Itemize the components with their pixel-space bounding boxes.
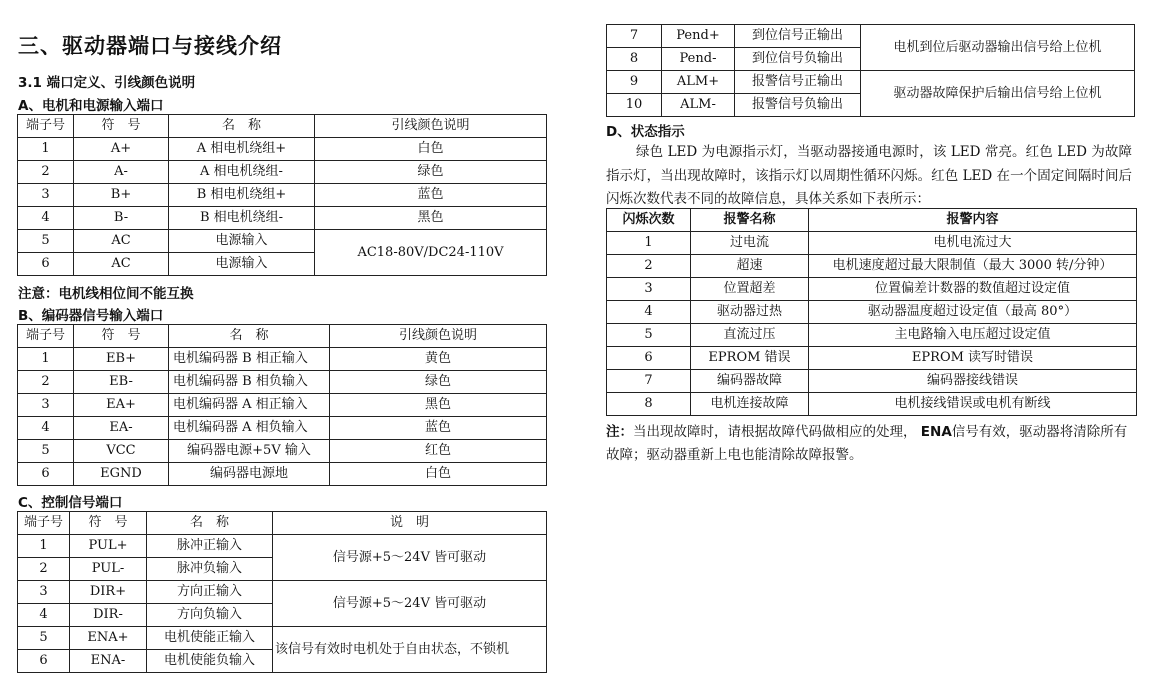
table-row xyxy=(18,348,547,371)
cell: 2 xyxy=(18,371,74,394)
table-header: 报警内容 xyxy=(809,209,1137,232)
cell: A 相电机绕组- xyxy=(169,161,315,184)
cell: EB- xyxy=(74,371,169,394)
cell: 3 xyxy=(18,581,70,604)
cell: 8 xyxy=(607,48,662,71)
page-title: 三、驱动器端口与接线介绍 xyxy=(18,34,282,58)
cell: EPROM 错误 xyxy=(691,347,809,370)
table-header: 引线颜色说明 xyxy=(315,115,547,138)
cell: 白色 xyxy=(330,463,547,486)
cell: 5 xyxy=(18,440,74,463)
cell: 1 xyxy=(18,348,74,371)
cell: 4 xyxy=(18,417,74,440)
cell: 电机使能负输入 xyxy=(147,650,273,673)
cell: 6 xyxy=(18,650,70,673)
dir-description: 信号源+5～24V 皆可驱动 xyxy=(273,581,547,627)
cell: 电机编码器 A 相负输入 xyxy=(169,417,330,440)
power-spec-cell: AC18-80V/DC24-110V xyxy=(315,230,547,276)
control-signal-table-continued xyxy=(606,24,1135,117)
table-row xyxy=(18,535,547,558)
cell: 蓝色 xyxy=(330,417,547,440)
table-header: 符 号 xyxy=(70,512,147,535)
cell: 4 xyxy=(18,604,70,627)
table-row xyxy=(18,463,547,486)
cell: 编码器电源地 xyxy=(169,463,330,486)
cell: VCC xyxy=(74,440,169,463)
cell: 脉冲正输入 xyxy=(147,535,273,558)
cell: 报警信号负输出 xyxy=(735,94,861,117)
alm-description: 驱动器故障保护后输出信号给上位机 xyxy=(861,71,1135,117)
cell: EB+ xyxy=(74,348,169,371)
section-d-title: D、状态指示 xyxy=(606,124,685,140)
note-ena: ENA xyxy=(920,424,952,440)
cell: 到位信号正输出 xyxy=(735,25,861,48)
table-row xyxy=(18,581,547,604)
cell: A- xyxy=(74,161,169,184)
table-row xyxy=(18,394,547,417)
cell: 3 xyxy=(18,394,74,417)
pul-description: 信号源+5～24V 皆可驱动 xyxy=(273,535,547,581)
cell: 绿色 xyxy=(315,161,547,184)
motor-power-table xyxy=(17,114,547,276)
cell: 3 xyxy=(18,184,74,207)
table-row xyxy=(607,278,1137,301)
section-heading: 3.1 端口定义、引线颜色说明 xyxy=(18,75,196,91)
table-header: 符 号 xyxy=(74,115,169,138)
cell: 驱动器过热 xyxy=(691,301,809,324)
cell: 蓝色 xyxy=(315,184,547,207)
cell: ALM- xyxy=(662,94,735,117)
table-row xyxy=(607,370,1137,393)
table-row xyxy=(18,230,547,253)
table-row xyxy=(18,440,547,463)
cell: 红色 xyxy=(330,440,547,463)
cell: 电机速度超过最大限制值（最大 3000 转/分钟） xyxy=(809,255,1137,278)
cell: PUL- xyxy=(70,558,147,581)
cell: 1 xyxy=(18,138,74,161)
cell: 8 xyxy=(607,393,691,416)
cell: B- xyxy=(74,207,169,230)
cell: AC xyxy=(74,230,169,253)
table-row xyxy=(607,347,1137,370)
cell: B+ xyxy=(74,184,169,207)
cell: Pend+ xyxy=(662,25,735,48)
cell: 方向负输入 xyxy=(147,604,273,627)
fault-note xyxy=(606,421,1134,467)
cell: 编码器故障 xyxy=(691,370,809,393)
cell: 4 xyxy=(18,207,74,230)
table-row xyxy=(607,324,1137,347)
cell: 编码器接线错误 xyxy=(809,370,1137,393)
cell: 直流过压 xyxy=(691,324,809,347)
cell: 1 xyxy=(18,535,70,558)
section-c-title: C、控制信号端口 xyxy=(18,495,123,511)
cell: 方向正输入 xyxy=(147,581,273,604)
table-row xyxy=(607,393,1137,416)
cell: 电机编码器 B 相负输入 xyxy=(169,371,330,394)
cell: 电机接线错误或电机有断线 xyxy=(809,393,1137,416)
cell: 5 xyxy=(607,324,691,347)
table-row xyxy=(18,627,547,650)
cell: 7 xyxy=(607,25,662,48)
table-row xyxy=(18,207,547,230)
motor-phase-note: 注意：电机线相位间不能互换 xyxy=(18,286,194,302)
cell: 5 xyxy=(18,230,74,253)
cell: 7 xyxy=(607,370,691,393)
fault-code-table xyxy=(606,208,1137,416)
pend-description: 电机到位后驱动器输出信号给上位机 xyxy=(861,25,1135,71)
table-header: 名 称 xyxy=(147,512,273,535)
cell: ENA+ xyxy=(70,627,147,650)
cell: A+ xyxy=(74,138,169,161)
table-row xyxy=(18,417,547,440)
cell: 6 xyxy=(18,253,74,276)
table-row xyxy=(607,301,1137,324)
cell: 白色 xyxy=(315,138,547,161)
cell: 电机电流过大 xyxy=(809,232,1137,255)
cell: 黄色 xyxy=(330,348,547,371)
table-header: 闪烁次数 xyxy=(607,209,691,232)
status-indicator-paragraph: 绿色 LED 为电源指示灯，当驱动器接通电源时，该 LED 常亮。红色 LED 为故障指示灯，当出现故障时，该指示灯以周期性循环闪烁。红色 LED 在一个固定间隔时间后闪烁次数代表不同的故障信息，具体关系如下表所示： xyxy=(606,144,1132,207)
cell: 电机编码器 B 相正输入 xyxy=(169,348,330,371)
table-row xyxy=(18,184,547,207)
table-header: 名 称 xyxy=(169,115,315,138)
cell: 报警信号正输出 xyxy=(735,71,861,94)
cell: 电机连接故障 xyxy=(691,393,809,416)
cell: EA- xyxy=(74,417,169,440)
cell: 超速 xyxy=(691,255,809,278)
cell: 4 xyxy=(607,301,691,324)
cell: PUL+ xyxy=(70,535,147,558)
note-text-1: 当出现故障时，请根据故障代码做相应的处理， xyxy=(633,424,917,440)
table-row xyxy=(607,255,1137,278)
table-header: 说 明 xyxy=(273,512,547,535)
cell: 6 xyxy=(18,463,74,486)
control-signal-table xyxy=(17,511,547,673)
table-header: 符 号 xyxy=(74,325,169,348)
cell: 电机编码器 A 相正输入 xyxy=(169,394,330,417)
table-row xyxy=(18,161,547,184)
cell: DIR- xyxy=(70,604,147,627)
cell: EGND xyxy=(74,463,169,486)
table-header: 报警名称 xyxy=(691,209,809,232)
cell: 电源输入 xyxy=(169,253,315,276)
cell: 电源输入 xyxy=(169,230,315,253)
cell: 6 xyxy=(607,347,691,370)
cell: 2 xyxy=(18,558,70,581)
table-header: 名 称 xyxy=(169,325,330,348)
cell: 编码器电源+5V 输入 xyxy=(169,440,330,463)
table-row xyxy=(607,71,1135,94)
table-header: 端子号 xyxy=(18,325,74,348)
note-text-2: 信号有效，驱动器将清除所有故障；驱动器重新上电也能清除故障报警。 xyxy=(606,424,1128,463)
section-b-title: B、编码器信号输入端口 xyxy=(18,308,164,324)
note-label: 注： xyxy=(606,424,633,440)
table-header: 端子号 xyxy=(18,512,70,535)
cell: 主电路输入电压超过设定值 xyxy=(809,324,1137,347)
table-row xyxy=(18,371,547,394)
section-a-title: A、电机和电源输入端口 xyxy=(18,98,164,114)
cell: DIR+ xyxy=(70,581,147,604)
encoder-table xyxy=(17,324,547,486)
cell: 黑色 xyxy=(315,207,547,230)
table-row xyxy=(607,232,1137,255)
cell: 5 xyxy=(18,627,70,650)
cell: 黑色 xyxy=(330,394,547,417)
cell: 脉冲负输入 xyxy=(147,558,273,581)
cell: 电机使能正输入 xyxy=(147,627,273,650)
ena-description: 该信号有效时电机处于自由状态，不锁机 xyxy=(273,627,547,673)
cell: 到位信号负输出 xyxy=(735,48,861,71)
cell: 位置偏差计数器的数值超过设定值 xyxy=(809,278,1137,301)
cell: AC xyxy=(74,253,169,276)
cell: 1 xyxy=(607,232,691,255)
cell: ENA- xyxy=(70,650,147,673)
cell: Pend- xyxy=(662,48,735,71)
cell: 9 xyxy=(607,71,662,94)
cell: 绿色 xyxy=(330,371,547,394)
cell: A 相电机绕组+ xyxy=(169,138,315,161)
cell: ALM+ xyxy=(662,71,735,94)
table-header: 端子号 xyxy=(18,115,74,138)
cell: EA+ xyxy=(74,394,169,417)
cell: 3 xyxy=(607,278,691,301)
cell: 过电流 xyxy=(691,232,809,255)
cell: 2 xyxy=(607,255,691,278)
table-row xyxy=(607,25,1135,48)
cell: EPROM 读写时错误 xyxy=(809,347,1137,370)
cell: 10 xyxy=(607,94,662,117)
cell: 2 xyxy=(18,161,74,184)
cell: 驱动器温度超过设定值（最高 80°） xyxy=(809,301,1137,324)
cell: 位置超差 xyxy=(691,278,809,301)
table-header: 引线颜色说明 xyxy=(330,325,547,348)
cell: B 相电机绕组- xyxy=(169,207,315,230)
table-row xyxy=(18,138,547,161)
cell: B 相电机绕组+ xyxy=(169,184,315,207)
